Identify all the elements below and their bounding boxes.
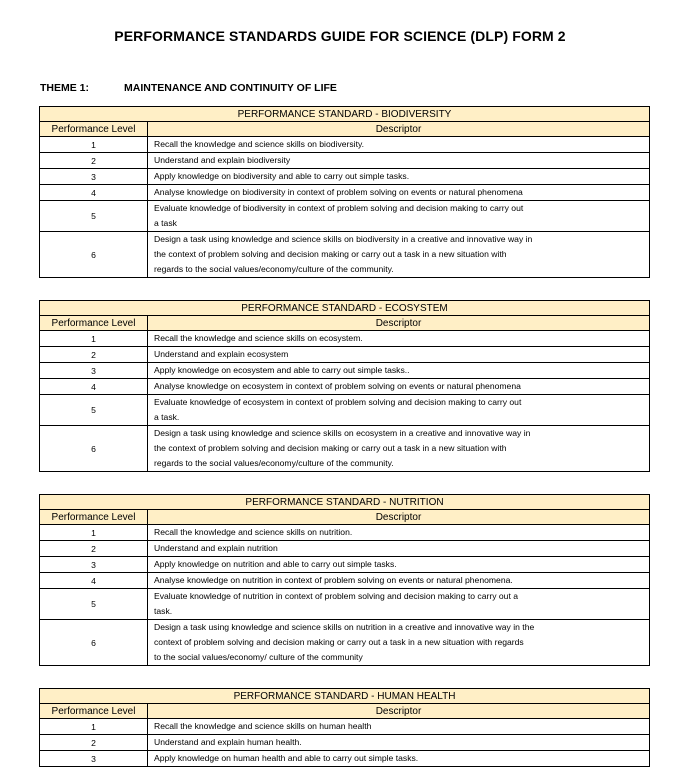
descriptor-line: Apply knowledge on nutrition and able to carry out simple tasks. (154, 559, 397, 569)
descriptor-cell (148, 185, 650, 201)
table-row (40, 426, 650, 472)
descriptor-line: task. (154, 606, 173, 616)
descriptor-line: Design a task using knowledge and science skills on biodiversity in a creative and innovative way in (154, 234, 533, 244)
table-row (40, 395, 650, 426)
descriptor-line: Recall the knowledge and science skills on ecosystem. (154, 333, 363, 343)
standard-table (39, 106, 650, 278)
standard-table (39, 300, 650, 472)
table-row (40, 620, 650, 666)
performance-level: 1 (40, 719, 148, 735)
column-header-descriptor: Descriptor (148, 510, 650, 525)
performance-level: 6 (40, 232, 148, 278)
descriptor-line: Apply knowledge on biodiversity and able to carry out simple tasks. (154, 171, 410, 181)
descriptor-line: a task (154, 218, 177, 228)
descriptor-line: context of problem solving and decision making or carry out a task in a new situation with regards (154, 637, 524, 647)
table-row (40, 331, 650, 347)
descriptor-cell (148, 541, 650, 557)
performance-level: 1 (40, 331, 148, 347)
descriptor-line: Understand and explain biodiversity (154, 155, 291, 165)
table-row (40, 169, 650, 185)
descriptor-cell (148, 331, 650, 347)
table-row (40, 185, 650, 201)
performance-level: 2 (40, 541, 148, 557)
column-header-descriptor: Descriptor (148, 122, 650, 137)
performance-level: 5 (40, 395, 148, 426)
descriptor-cell (148, 525, 650, 541)
descriptor-line: the context of problem solving and decision making or carry out a task in a new situation with (154, 249, 507, 259)
descriptor-line: a task. (154, 412, 180, 422)
table-row (40, 232, 650, 278)
descriptor-line: Design a task using knowledge and science skills on nutrition in a creative and innovative way in the (154, 622, 535, 632)
descriptor-line: Recall the knowledge and science skills on nutrition. (154, 527, 353, 537)
column-header-descriptor: Descriptor (148, 704, 650, 719)
performance-level: 4 (40, 185, 148, 201)
table-row (40, 137, 650, 153)
table-row (40, 751, 650, 767)
descriptor-line: Evaluate knowledge of nutrition in context of problem solving and decision making to carry out a (154, 591, 519, 601)
descriptor-line: Understand and explain ecosystem (154, 349, 289, 359)
descriptor-line: Understand and explain nutrition (154, 543, 278, 553)
descriptor-cell (148, 573, 650, 589)
descriptor-line: Analyse knowledge on nutrition in context of problem solving on events or natural phenomena. (154, 575, 513, 585)
column-header-level: Performance Level (40, 704, 148, 719)
performance-level: 5 (40, 201, 148, 232)
descriptor-cell (148, 201, 650, 232)
descriptor-cell (148, 620, 650, 666)
theme-name: MAINTENANCE AND CONTINUITY OF LIFE (124, 82, 337, 94)
table-heading: PERFORMANCE STANDARD - HUMAN HEALTH (40, 689, 650, 704)
table-heading: PERFORMANCE STANDARD - BIODIVERSITY (40, 107, 650, 122)
table-row (40, 589, 650, 620)
standard-table (39, 688, 650, 767)
performance-level: 5 (40, 589, 148, 620)
descriptor-cell (148, 589, 650, 620)
table-row (40, 201, 650, 232)
table-row (40, 541, 650, 557)
descriptor-line: Evaluate knowledge of ecosystem in context of problem solving and decision making to carry out (154, 397, 522, 407)
table-row (40, 379, 650, 395)
table-heading: PERFORMANCE STANDARD - NUTRITION (40, 495, 650, 510)
descriptor-line: Design a task using knowledge and science skills on ecosystem in a creative and innovative way in (154, 428, 531, 438)
table-row (40, 735, 650, 751)
descriptor-line: Analyse knowledge on biodiversity in context of problem solving on events or natural phenomena (154, 187, 523, 197)
table-row (40, 719, 650, 735)
performance-level: 6 (40, 620, 148, 666)
descriptor-cell (148, 735, 650, 751)
descriptor-cell (148, 153, 650, 169)
performance-level: 6 (40, 426, 148, 472)
performance-level: 4 (40, 573, 148, 589)
descriptor-line: the context of problem solving and decision making or carry out a task in a new situation with (154, 443, 507, 453)
descriptor-cell (148, 347, 650, 363)
descriptor-cell (148, 137, 650, 153)
table-row (40, 153, 650, 169)
descriptor-line: Apply knowledge on ecosystem and able to carry out simple tasks.. (154, 365, 410, 375)
performance-level: 2 (40, 735, 148, 751)
table-row (40, 573, 650, 589)
column-header-level: Performance Level (40, 510, 148, 525)
descriptor-cell (148, 751, 650, 767)
descriptor-line: regards to the social values/economy/culture of the community. (154, 458, 394, 468)
table-heading: PERFORMANCE STANDARD - ECOSYSTEM (40, 301, 650, 316)
theme-label: THEME 1: (40, 82, 90, 94)
standard-table (39, 494, 650, 666)
descriptor-cell (148, 426, 650, 472)
descriptor-cell (148, 379, 650, 395)
performance-level: 3 (40, 557, 148, 573)
descriptor-line: Apply knowledge on human health and able to carry out simple tasks. (154, 753, 419, 763)
column-header-level: Performance Level (40, 316, 148, 331)
descriptor-line: regards to the social values/economy/culture of the community. (154, 264, 394, 274)
page-title: PERFORMANCE STANDARDS GUIDE FOR SCIENCE (DLP) FORM 2 (114, 28, 566, 44)
performance-level: 3 (40, 169, 148, 185)
table-row (40, 557, 650, 573)
descriptor-line: Understand and explain human health. (154, 737, 302, 747)
descriptor-cell (148, 363, 650, 379)
descriptor-cell (148, 395, 650, 426)
performance-level: 2 (40, 153, 148, 169)
table-row (40, 525, 650, 541)
performance-level: 1 (40, 137, 148, 153)
column-header-level: Performance Level (40, 122, 148, 137)
descriptor-cell (148, 719, 650, 735)
performance-level: 3 (40, 363, 148, 379)
descriptor-line: Recall the knowledge and science skills on human health (154, 721, 372, 731)
table-row (40, 363, 650, 379)
descriptor-line: to the social values/economy/ culture of the community (154, 652, 363, 662)
column-header-descriptor: Descriptor (148, 316, 650, 331)
performance-level: 1 (40, 525, 148, 541)
descriptor-cell (148, 169, 650, 185)
performance-level: 2 (40, 347, 148, 363)
descriptor-line: Evaluate knowledge of biodiversity in context of problem solving and decision making to carry out (154, 203, 524, 213)
performance-level: 3 (40, 751, 148, 767)
table-row (40, 347, 650, 363)
performance-level: 4 (40, 379, 148, 395)
descriptor-line: Analyse knowledge on ecosystem in context of problem solving on events or natural phenomena (154, 381, 521, 391)
descriptor-line: Recall the knowledge and science skills on biodiversity. (154, 139, 365, 149)
descriptor-cell (148, 232, 650, 278)
descriptor-cell (148, 557, 650, 573)
